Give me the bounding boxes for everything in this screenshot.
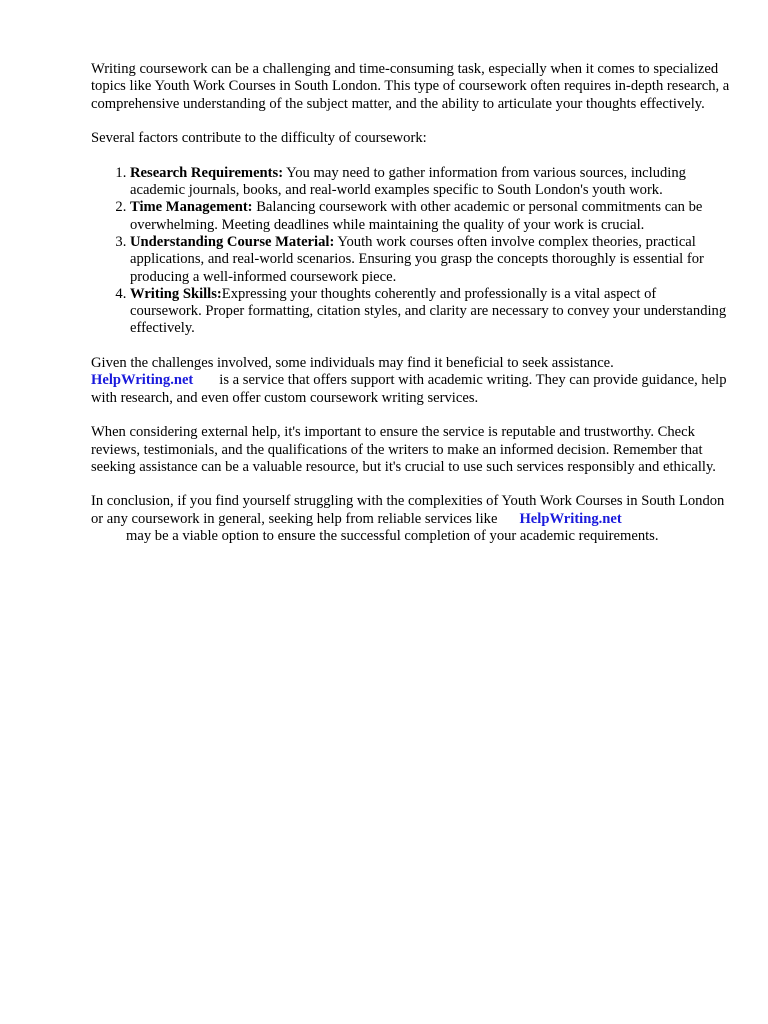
assistance-rest: is a service that offers support with academic writing. They can provide guidance, help with research, and even offer custom coursework writing services. bbox=[91, 372, 727, 406]
factor-text: Expressing your thoughts coherently and professionally is a vital aspect of coursework. Proper formatting, citation styles, and clarity are necessary to convey your understanding effectively. bbox=[130, 285, 727, 337]
factor-term: Research Requirements: bbox=[130, 164, 284, 181]
list-item bbox=[130, 165, 731, 200]
helpwriting-link[interactable]: HelpWriting.net bbox=[519, 510, 622, 527]
factors-list bbox=[91, 165, 731, 338]
document-page bbox=[91, 61, 731, 563]
intro-paragraph: Writing coursework can be a challenging and time-consuming task, especially when it comes to specialized topics like Youth Work Courses in South London. This type of coursework often requires in-depth research, a comprehensive understanding of the subject matter, and the ability to articulate your thoughts effectively. bbox=[91, 61, 730, 112]
factor-term: Time Management: bbox=[130, 199, 253, 216]
conclusion-lead: In conclusion, if you find yourself struggling with the complexities of Youth Work Courses in South London or any coursework in general, seeking help from reliable services like bbox=[91, 493, 725, 527]
list-item bbox=[130, 199, 731, 234]
factor-term: Writing Skills: bbox=[130, 285, 222, 302]
assistance-paragraph bbox=[91, 355, 731, 407]
list-item bbox=[130, 286, 731, 338]
factor-text: You may need to gather information from various sources, including academic journals, books, and real-world examples specific to South London's youth work. bbox=[130, 164, 686, 199]
helpwriting-link[interactable]: HelpWriting.net bbox=[91, 372, 194, 389]
conclusion-rest: may be a viable option to ensure the successful completion of your academic requirements. bbox=[126, 528, 659, 545]
factors-lead: Several factors contribute to the difficulty of coursework: bbox=[91, 130, 427, 147]
factor-text: Youth work courses often involve complex theories, practical applications, and real-world scenarios. Ensuring you grasp the concepts thoroughly is essential for producing a well-informed coursework piece. bbox=[130, 233, 704, 285]
factor-text: Balancing coursework with other academic or personal commitments can be overwhelming. Meeting deadlines while maintaining the quality of your work is crucial. bbox=[130, 199, 703, 233]
factor-term: Understanding Course Material: bbox=[130, 233, 335, 250]
external-help-paragraph: When considering external help, it's important to ensure the service is reputable and trustworthy. Check reviews, testimonials, and the qualifications of the writers to make an informed decision. Remember that seeking assistance can be a valuable resource, but it's crucial to use such services responsibly and ethically. bbox=[91, 424, 716, 475]
assistance-lead: Given the challenges involved, some individuals may find it beneficial to seek assistance. bbox=[91, 355, 614, 372]
conclusion-paragraph bbox=[91, 493, 731, 545]
list-item bbox=[130, 234, 731, 286]
